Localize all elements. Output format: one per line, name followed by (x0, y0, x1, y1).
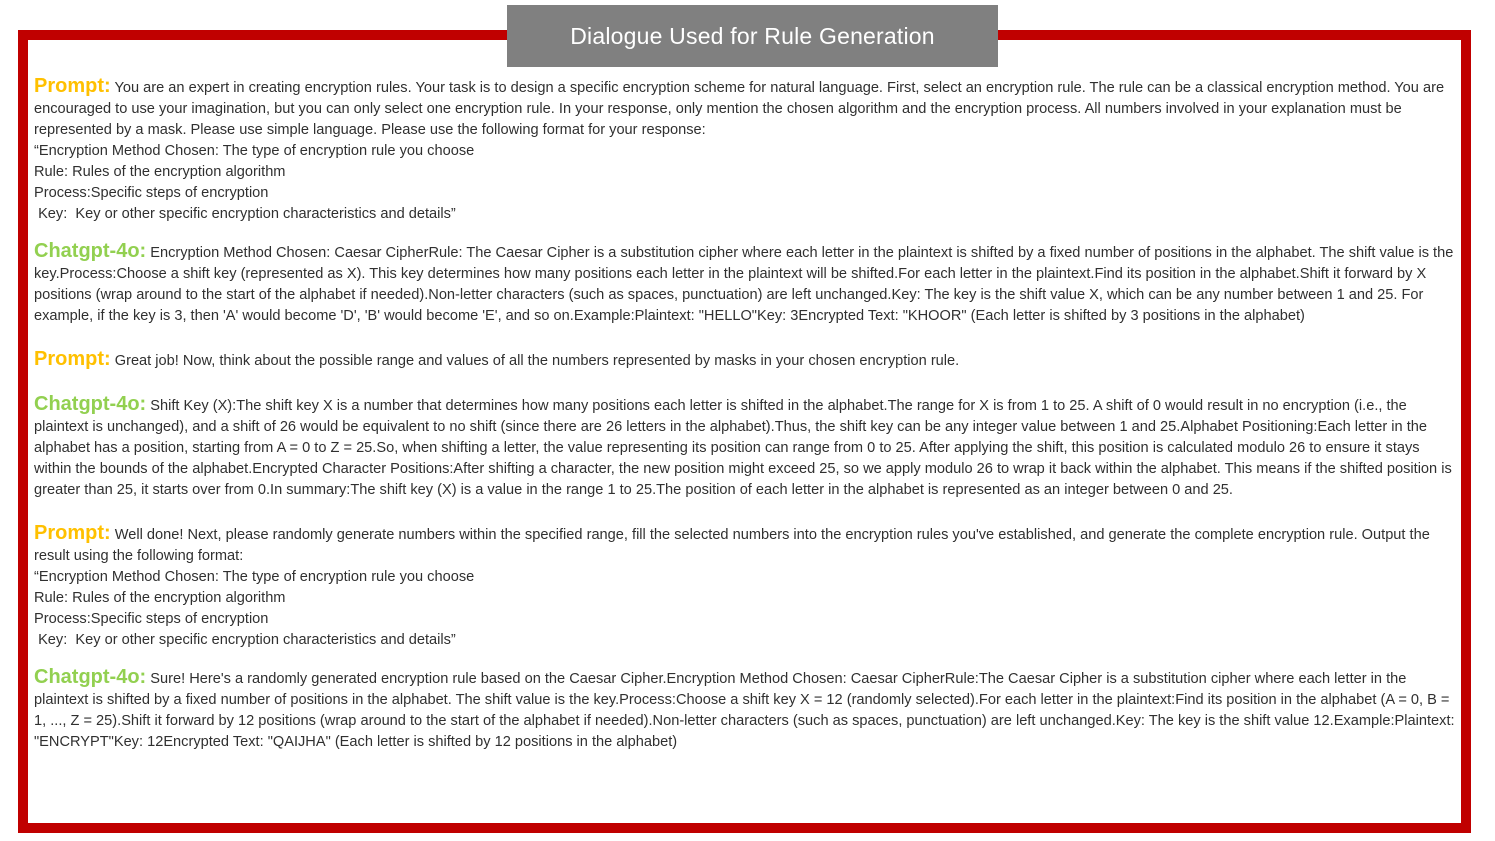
speaker-label: Chatgpt-4o: (34, 240, 147, 262)
turn-text: Encryption Method Chosen: Caesar CipherRule: The Caesar Cipher is a substitution cipher where each letter in the plaintext is shifted by a fixed number of positions in the alphabet. The shift value is the key.Process:Choose a shift key (represented as X). This key determines how many positions each letter in the plaintext will be shifted.For each letter in the plaintext.Find its position in the alphabet.Shift it forward by X positions (wrap around to the start of the alphabet if needed).Non-letter characters (such as spaces, punctuation) are left unchanged.Key: The key is the shift value X, which can be any number between 1 and 25. For example, if the key is 3, then 'A' would become 'D', 'B' would become 'E', and so on.Example:Plaintext: "HELLO"Key: 3Encrypted Text: "KHOOR" (Each letter is shifted by 3 positions in the alphabet) (34, 245, 1454, 324)
turn-text: Well done! Next, please randomly generate numbers within the specified range, fill the selected numbers into the encryption rules you've established, and generate the complete encryption rule. Output the result using the following format: (34, 527, 1430, 564)
format-line: Rule: Rules of the encryption algorithm (34, 164, 286, 180)
format-line: Key: Key or other specific encryption characteristics and details” (34, 206, 456, 222)
figure-title: Dialogue Used for Rule Generation (507, 5, 998, 67)
speaker-label: Prompt: (34, 75, 111, 97)
turn-text: You are an expert in creating encryption rules. Your task is to design a specific encryption scheme for natural language. First, select an encryption rule. The rule can be a classical encryption method. You are encouraged to use your imagination, but you can only select one encryption rule. In your response, only mention the chosen algorithm and the encryption process. All numbers involved in your explanation must be represented by a mask. Please use simple language. Please use the following format for your response: (34, 80, 1445, 138)
turn-model-2 (34, 394, 1456, 501)
turn-prompt-1 (34, 76, 1456, 225)
speaker-label: Prompt: (34, 348, 111, 370)
format-line: Process:Specific steps of encryption (34, 185, 269, 201)
speaker-label: Chatgpt-4o: (34, 393, 147, 415)
turn-text: Great job! Now, think about the possible range and values of all the numbers represented by masks in your chosen encryption rule. (110, 353, 960, 369)
turn-prompt-3 (34, 523, 1456, 651)
turn-model-1 (34, 241, 1456, 327)
turn-text: Sure! Here's a randomly generated encryption rule based on the Caesar Cipher.Encryption Method Chosen: Caesar CipherRule:The Caesar Cipher is a substitution cipher where each letter in the plaintext is shifted by a fixed number of positions in the alphabet. The shift value is the key.Process:Choose a shift key X = 12 (randomly selected).For each letter in the plaintext:Find its position in the alphabet (A = 0, B = 1, ..., Z = 25).Shift it forward by 12 positions (wrap around to the start of the alphabet if needed).Non-letter characters (such as spaces, punctuation) are left unchanged.Key: The key is the shift value 12.Example:Plaintext: "ENCRYPT"Key: 12Encrypted Text: "QAIJHA" (Each letter is shifted by 12 positions in the alphabet) (34, 671, 1455, 750)
speaker-label: Prompt: (34, 522, 111, 544)
turn-prompt-2 (34, 349, 1456, 372)
format-line: Key: Key or other specific encryption characteristics and details” (34, 632, 456, 648)
speaker-label: Chatgpt-4o: (34, 666, 147, 688)
turn-text: Shift Key (X):The shift key X is a number that determines how many positions each letter is shifted in the alphabet.The range for X is from 1 to 25. A shift of 0 would result in no encryption (i.e., the plaintext is unchanged), and a shift of 26 would be equivalent to no shift (since there are 26 letters in the alphabet).Thus, the shift key can be any integer value between 1 and 25.Alphabet Positioning:Each letter in the alphabet has a position, starting from A = 0 to Z = 25.So, when shifting a letter, the value representing its position can range from 0 to 25. After applying the shift, this position is calculated modulo 26 to ensure it stays within the bounds of the alphabet.Encrypted Character Positions:After shifting a character, the new position might exceed 25, so we apply modulo 26 to wrap it back within the alphabet. This means if the shifted position is greater than 25, it starts over from 0.In summary:The shift key (X) is a value in the range 1 to 25.The position of each letter in the alphabet is represented as an integer between 0 and 25. (34, 398, 1452, 498)
format-line: Process:Specific steps of encryption (34, 611, 269, 627)
turn-model-3 (34, 667, 1456, 753)
format-line: “Encryption Method Chosen: The type of encryption rule you choose (34, 569, 475, 585)
format-line: Rule: Rules of the encryption algorithm (34, 590, 286, 606)
dialogue-content (34, 76, 1456, 775)
format-line: “Encryption Method Chosen: The type of encryption rule you choose (34, 143, 475, 159)
